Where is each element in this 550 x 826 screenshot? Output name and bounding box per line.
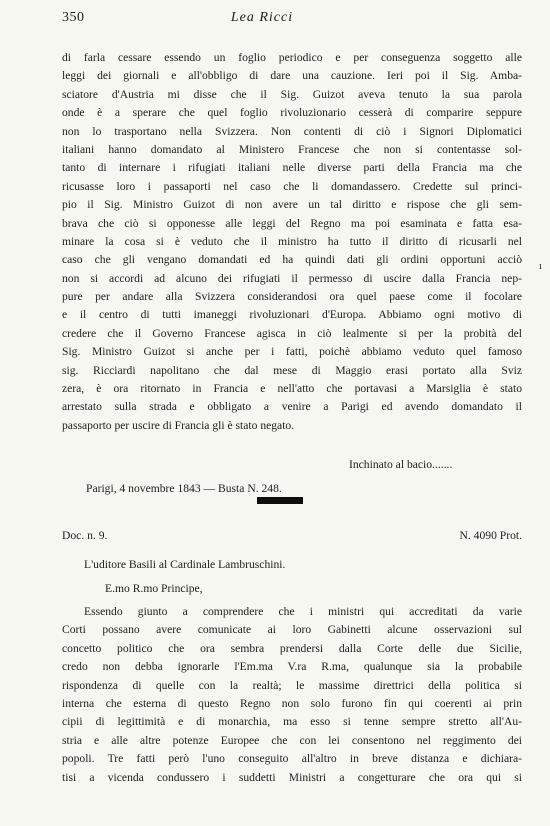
text-line: interna che esterna di questo Regno non solo furono fin qui coerenti ai prin bbox=[62, 696, 522, 710]
dateline: Parigi, 4 novembre 1843 — Busta N. 248. bbox=[86, 482, 282, 495]
salutation: E.mo R.mo Principe, bbox=[105, 582, 203, 595]
text-line: sciatore d'Austria mi disse che il Sig. Guizot aveva tenuto la sua parola bbox=[62, 87, 522, 101]
text-line: non si accordi ad alcuno dei rifugiati il permesso di uscire dalla Francia nep- bbox=[62, 271, 522, 285]
text-line: stria e alle altre potenze Europee che con lei consentono nel reggimento dei bbox=[62, 733, 522, 747]
redaction-bar bbox=[257, 497, 303, 504]
text-line: popoli. Tre fatti però l'uno conseguito all'altro in breve distanza e dichiara- bbox=[62, 752, 522, 766]
text-line: Essendo giunto a comprendere che i ministri qui accreditati da varie bbox=[84, 605, 522, 618]
text-line: sig. Ricciardi napolitano che dal mese di Maggio erasi portato alla Sviz bbox=[62, 363, 522, 377]
document-number: Doc. n. 9. bbox=[62, 529, 108, 542]
letter-paragraph bbox=[62, 603, 522, 787]
text-line: italiani hanno domandato al Ministero Francese che non si contentasse sol- bbox=[62, 142, 522, 156]
text-line: ricusasse loro i passaporti nel caso che li domandassero. Credette sul princi- bbox=[62, 179, 522, 193]
text-line: rispondenza di quelle con la realtà; le massime direttrici della politica si bbox=[62, 678, 522, 692]
text-line: caso che gli vengano domandati ed ha quindi dati gli ordini opportuni acciò bbox=[62, 253, 522, 267]
text-line: pio il Sig. Ministro Guizot di non avere un tal diritto e rispose che gli sem- bbox=[62, 198, 522, 212]
protocol-number: N. 4090 Prot. bbox=[459, 529, 522, 542]
text-line: passaporto per uscire di Francia gli è stato negato. bbox=[62, 418, 295, 432]
running-header bbox=[62, 10, 522, 30]
running-title: Lea Ricci bbox=[230, 10, 294, 25]
text-line: minare la cosa si è veduto che il ministro ha tutto il diritto di ricusarli nel bbox=[62, 234, 522, 248]
text-line: onde è a sperare che quel foglio rivoluzionario cesserà di comparire seppure bbox=[62, 106, 522, 120]
text-line: Sig. Ministro Guizot si anche per i fatti, poichè abbiamo veduto quel famoso bbox=[62, 345, 522, 359]
text-line: di farla cessare essendo un foglio periodico e per conseguenza soggetto alle bbox=[62, 51, 522, 64]
text-line: e il centro di tutti imaneggi rivoluzionari d'Europa. Abbiamo ogni motivo di bbox=[62, 308, 522, 322]
text-line: credo non debba ignorarle l'Em.ma V.ra R.ma, qualunque sia la probabile bbox=[62, 660, 522, 674]
text-line: brava che ciò si opponesse alle leggi del Regno ma poi esaminata e fatta esa- bbox=[62, 216, 522, 230]
letter-paragraph bbox=[62, 49, 522, 435]
text-line: tanto di internare i rifugiati italiani nelle diverse parti della Francia ma che bbox=[62, 161, 522, 175]
text-line: cipii di legittimità e di monarchia, ma esso si tenne sempre stretto all'Au- bbox=[62, 715, 522, 729]
margin-mark: ı bbox=[539, 260, 543, 272]
text-line: concetto politico che ora sembra prendersi dalla Corte delle due Sicilie, bbox=[62, 641, 522, 655]
text-line: arrestato sulla strada e obbligato a venire a Parigi ed avendo domandato il bbox=[62, 400, 522, 414]
text-line: tisi a vicenda condussero i suddetti Ministri a congetturare che ora qui si bbox=[62, 770, 522, 784]
text-line: leggi dei giornali e all'obbligo di dare una cauzione. Ieri poi il Sig. Amba- bbox=[62, 69, 522, 83]
text-line: non lo trasportano nella Svizzera. Non contenti di ciò i Signori Diplomatici bbox=[62, 124, 522, 138]
text-line: pure per andare alla Svizzera considerandosi ora quel paese come il focolare bbox=[62, 290, 522, 304]
text-line: credere che il Governo Francese agisca in ciò lealmente si per la probità del bbox=[62, 326, 522, 340]
letter-closing: Inchinato al bacio....... bbox=[349, 458, 453, 471]
page-number: 350 bbox=[62, 10, 85, 25]
letter-heading: L'uditore Basili al Cardinale Lambruschini. bbox=[84, 558, 286, 571]
text-line: Corti possano avere comunicate ai loro Gabinetti alcune osservazioni sul bbox=[62, 623, 522, 637]
text-line: zera, è ora ritornato in Francia e nell'atto che portavasi a Marsiglia è stato bbox=[62, 382, 522, 396]
